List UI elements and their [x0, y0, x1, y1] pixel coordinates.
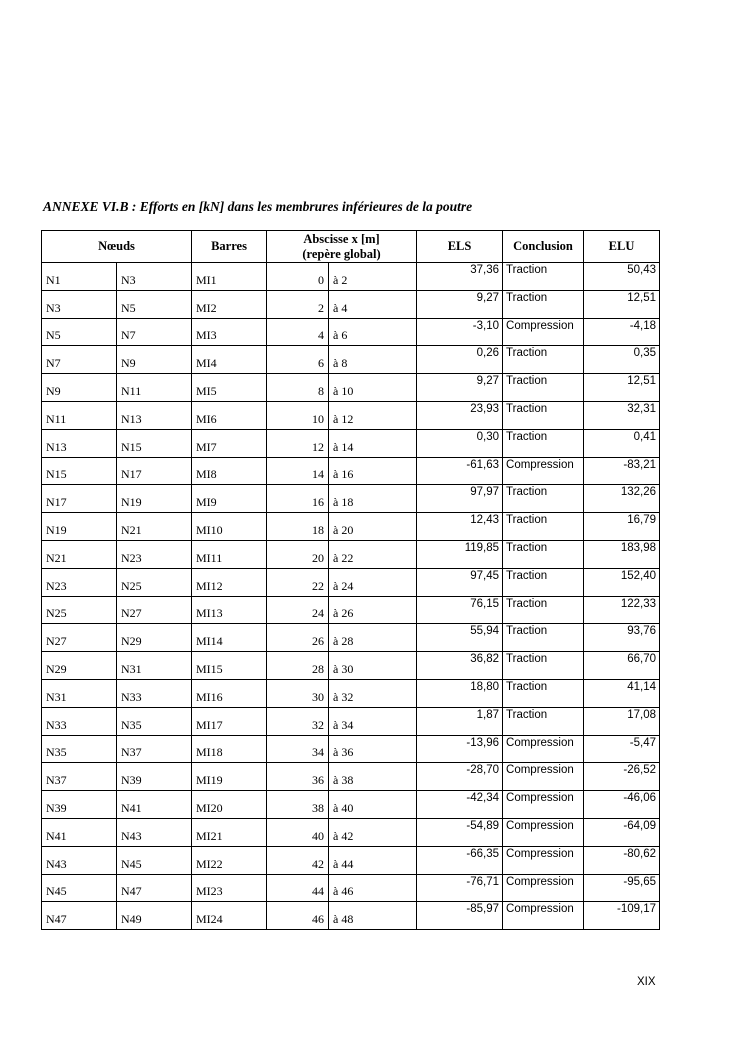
- cell-els: -54,89: [417, 818, 503, 846]
- table-row: [42, 902, 660, 930]
- cell-els: -28,70: [417, 763, 503, 791]
- cell-node-end: N5: [117, 290, 192, 318]
- cell-abscisse-end: à 30: [329, 652, 417, 680]
- cell-elu: 50,43: [584, 263, 660, 291]
- table-row: [42, 846, 660, 874]
- cell-els: 18,80: [417, 679, 503, 707]
- table-row: [42, 485, 660, 513]
- cell-conclusion: Compression: [503, 818, 584, 846]
- cell-node-end: N25: [117, 568, 192, 596]
- cell-abscisse-end: à 44: [329, 846, 417, 874]
- cell-conclusion: Traction: [503, 401, 584, 429]
- cell-abscisse-start: 22: [267, 568, 329, 596]
- cell-node-start: N25: [42, 596, 117, 624]
- cell-elu: 0,35: [584, 346, 660, 374]
- cell-elu: -46,06: [584, 791, 660, 819]
- cell-node-start: N3: [42, 290, 117, 318]
- table-body: [42, 263, 660, 930]
- cell-abscisse-end: à 22: [329, 540, 417, 568]
- cell-conclusion: Traction: [503, 429, 584, 457]
- cell-conclusion: Traction: [503, 485, 584, 513]
- table-row: [42, 596, 660, 624]
- cell-elu: -4,18: [584, 318, 660, 346]
- cell-barre: MI23: [192, 874, 267, 902]
- cell-node-start: N37: [42, 763, 117, 791]
- cell-barre: MI7: [192, 429, 267, 457]
- table-row: [42, 429, 660, 457]
- cell-abscisse-end: à 48: [329, 902, 417, 930]
- cell-elu: -109,17: [584, 902, 660, 930]
- cell-conclusion: Compression: [503, 318, 584, 346]
- cell-els: -42,34: [417, 791, 503, 819]
- cell-node-end: N11: [117, 374, 192, 402]
- cell-conclusion: Traction: [503, 374, 584, 402]
- cell-node-end: N3: [117, 263, 192, 291]
- cell-conclusion: Traction: [503, 707, 584, 735]
- cell-barre: MI3: [192, 318, 267, 346]
- cell-node-end: N43: [117, 818, 192, 846]
- table-row: [42, 263, 660, 291]
- cell-node-start: N19: [42, 513, 117, 541]
- table-row: [42, 401, 660, 429]
- cell-elu: 183,98: [584, 540, 660, 568]
- table-row: [42, 318, 660, 346]
- page-number: XIX: [637, 976, 656, 988]
- cell-els: 9,27: [417, 374, 503, 402]
- cell-barre: MI17: [192, 707, 267, 735]
- cell-barre: MI20: [192, 791, 267, 819]
- cell-node-end: N17: [117, 457, 192, 485]
- cell-abscisse-end: à 38: [329, 763, 417, 791]
- table-header-row: [42, 231, 660, 263]
- cell-abscisse-start: 20: [267, 540, 329, 568]
- header-barres: Barres: [192, 231, 267, 263]
- cell-conclusion: Compression: [503, 902, 584, 930]
- cell-node-end: N15: [117, 429, 192, 457]
- cell-node-start: N23: [42, 568, 117, 596]
- cell-node-start: N41: [42, 818, 117, 846]
- cell-node-start: N5: [42, 318, 117, 346]
- table-row: [42, 735, 660, 763]
- cell-node-end: N33: [117, 679, 192, 707]
- cell-node-end: N35: [117, 707, 192, 735]
- cell-abscisse-start: 12: [267, 429, 329, 457]
- cell-elu: 66,70: [584, 652, 660, 680]
- table-row: [42, 374, 660, 402]
- cell-abscisse-end: à 24: [329, 568, 417, 596]
- cell-abscisse-end: à 40: [329, 791, 417, 819]
- cell-node-start: N33: [42, 707, 117, 735]
- cell-abscisse-end: à 6: [329, 318, 417, 346]
- cell-conclusion: Traction: [503, 263, 584, 291]
- cell-node-start: N13: [42, 429, 117, 457]
- cell-node-end: N47: [117, 874, 192, 902]
- table-row: [42, 624, 660, 652]
- cell-elu: 12,51: [584, 290, 660, 318]
- cell-conclusion: Compression: [503, 735, 584, 763]
- cell-els: 97,97: [417, 485, 503, 513]
- cell-abscisse-start: 8: [267, 374, 329, 402]
- cell-elu: 12,51: [584, 374, 660, 402]
- cell-els: -13,96: [417, 735, 503, 763]
- cell-abscisse-end: à 4: [329, 290, 417, 318]
- cell-abscisse-end: à 10: [329, 374, 417, 402]
- cell-conclusion: Compression: [503, 874, 584, 902]
- header-abscisse-line1: Abscisse x [m]: [303, 231, 380, 246]
- cell-els: 55,94: [417, 624, 503, 652]
- cell-node-start: N17: [42, 485, 117, 513]
- cell-abscisse-end: à 12: [329, 401, 417, 429]
- cell-abscisse-end: à 20: [329, 513, 417, 541]
- cell-node-end: N31: [117, 652, 192, 680]
- cell-abscisse-start: 18: [267, 513, 329, 541]
- cell-barre: MI9: [192, 485, 267, 513]
- cell-abscisse-start: 32: [267, 707, 329, 735]
- table-row: [42, 874, 660, 902]
- cell-conclusion: Compression: [503, 763, 584, 791]
- cell-barre: MI16: [192, 679, 267, 707]
- cell-conclusion: Traction: [503, 346, 584, 374]
- cell-abscisse-start: 38: [267, 791, 329, 819]
- table-row: [42, 818, 660, 846]
- cell-els: -66,35: [417, 846, 503, 874]
- cell-barre: MI14: [192, 624, 267, 652]
- cell-els: 36,82: [417, 652, 503, 680]
- cell-barre: MI4: [192, 346, 267, 374]
- cell-abscisse-start: 2: [267, 290, 329, 318]
- cell-barre: MI21: [192, 818, 267, 846]
- cell-elu: 122,33: [584, 596, 660, 624]
- cell-abscisse-end: à 46: [329, 874, 417, 902]
- header-abscisse: [267, 231, 417, 263]
- cell-elu: -95,65: [584, 874, 660, 902]
- cell-elu: 32,31: [584, 401, 660, 429]
- table-row: [42, 707, 660, 735]
- header-noeuds: Nœuds: [42, 231, 192, 263]
- cell-barre: MI15: [192, 652, 267, 680]
- header-els: ELS: [417, 231, 503, 263]
- table-row: [42, 290, 660, 318]
- cell-node-end: N45: [117, 846, 192, 874]
- cell-elu: -83,21: [584, 457, 660, 485]
- cell-node-start: N35: [42, 735, 117, 763]
- cell-abscisse-start: 36: [267, 763, 329, 791]
- cell-conclusion: Traction: [503, 624, 584, 652]
- cell-conclusion: Compression: [503, 846, 584, 874]
- cell-els: 12,43: [417, 513, 503, 541]
- table-caption: ANNEXE VI.B : Efforts en [kN] dans les membrures inférieures de la poutre: [43, 199, 473, 214]
- cell-abscisse-start: 40: [267, 818, 329, 846]
- cell-els: 37,36: [417, 263, 503, 291]
- cell-abscisse-start: 10: [267, 401, 329, 429]
- cell-node-end: N23: [117, 540, 192, 568]
- cell-els: 23,93: [417, 401, 503, 429]
- table-row: [42, 513, 660, 541]
- cell-conclusion: Traction: [503, 568, 584, 596]
- cell-elu: -64,09: [584, 818, 660, 846]
- efforts-table: [41, 230, 660, 930]
- table-row: [42, 652, 660, 680]
- cell-node-start: N31: [42, 679, 117, 707]
- header-conclusion: Conclusion: [503, 231, 584, 263]
- cell-abscisse-start: 16: [267, 485, 329, 513]
- cell-els: 0,26: [417, 346, 503, 374]
- cell-abscisse-end: à 32: [329, 679, 417, 707]
- cell-conclusion: Traction: [503, 540, 584, 568]
- cell-abscisse-end: à 34: [329, 707, 417, 735]
- cell-conclusion: Traction: [503, 290, 584, 318]
- cell-elu: 132,26: [584, 485, 660, 513]
- cell-node-end: N13: [117, 401, 192, 429]
- cell-abscisse-start: 46: [267, 902, 329, 930]
- cell-node-end: N21: [117, 513, 192, 541]
- cell-barre: MI2: [192, 290, 267, 318]
- cell-abscisse-end: à 36: [329, 735, 417, 763]
- cell-els: -3,10: [417, 318, 503, 346]
- cell-node-start: N7: [42, 346, 117, 374]
- cell-elu: 0,41: [584, 429, 660, 457]
- cell-node-end: N7: [117, 318, 192, 346]
- cell-abscisse-end: à 8: [329, 346, 417, 374]
- cell-node-end: N27: [117, 596, 192, 624]
- cell-elu: -80,62: [584, 846, 660, 874]
- cell-barre: MI8: [192, 457, 267, 485]
- cell-node-end: N39: [117, 763, 192, 791]
- cell-abscisse-start: 0: [267, 263, 329, 291]
- cell-els: 119,85: [417, 540, 503, 568]
- cell-els: -85,97: [417, 902, 503, 930]
- cell-node-start: N1: [42, 263, 117, 291]
- header-elu: ELU: [584, 231, 660, 263]
- cell-abscisse-start: 30: [267, 679, 329, 707]
- cell-barre: MI1: [192, 263, 267, 291]
- cell-conclusion: Compression: [503, 457, 584, 485]
- table-row: [42, 457, 660, 485]
- cell-conclusion: Traction: [503, 513, 584, 541]
- cell-els: -76,71: [417, 874, 503, 902]
- table-row: [42, 791, 660, 819]
- cell-conclusion: Traction: [503, 679, 584, 707]
- cell-els: 0,30: [417, 429, 503, 457]
- cell-barre: MI10: [192, 513, 267, 541]
- cell-abscisse-start: 28: [267, 652, 329, 680]
- cell-abscisse-start: 24: [267, 596, 329, 624]
- cell-node-start: N15: [42, 457, 117, 485]
- cell-conclusion: Traction: [503, 596, 584, 624]
- cell-elu: 152,40: [584, 568, 660, 596]
- cell-barre: MI22: [192, 846, 267, 874]
- cell-barre: MI6: [192, 401, 267, 429]
- cell-els: 9,27: [417, 290, 503, 318]
- cell-barre: MI5: [192, 374, 267, 402]
- cell-conclusion: Compression: [503, 791, 584, 819]
- cell-elu: -26,52: [584, 763, 660, 791]
- cell-barre: MI12: [192, 568, 267, 596]
- cell-abscisse-start: 6: [267, 346, 329, 374]
- cell-abscisse-start: 14: [267, 457, 329, 485]
- table-row: [42, 346, 660, 374]
- cell-node-start: N47: [42, 902, 117, 930]
- cell-elu: 17,08: [584, 707, 660, 735]
- cell-abscisse-end: à 42: [329, 818, 417, 846]
- cell-node-end: N49: [117, 902, 192, 930]
- cell-barre: MI11: [192, 540, 267, 568]
- cell-els: 76,15: [417, 596, 503, 624]
- cell-elu: 93,76: [584, 624, 660, 652]
- table-row: [42, 763, 660, 791]
- cell-barre: MI13: [192, 596, 267, 624]
- cell-node-start: N43: [42, 846, 117, 874]
- cell-conclusion: Traction: [503, 652, 584, 680]
- cell-abscisse-end: à 26: [329, 596, 417, 624]
- cell-node-start: N27: [42, 624, 117, 652]
- table-row: [42, 540, 660, 568]
- cell-elu: -5,47: [584, 735, 660, 763]
- header-abscisse-line2: (repère global): [302, 246, 381, 261]
- cell-barre: MI24: [192, 902, 267, 930]
- cell-abscisse-end: à 2: [329, 263, 417, 291]
- cell-node-end: N9: [117, 346, 192, 374]
- cell-els: 97,45: [417, 568, 503, 596]
- cell-abscisse-start: 42: [267, 846, 329, 874]
- table-row: [42, 679, 660, 707]
- cell-node-start: N39: [42, 791, 117, 819]
- cell-node-end: N29: [117, 624, 192, 652]
- table-row: [42, 568, 660, 596]
- cell-node-start: N29: [42, 652, 117, 680]
- cell-els: -61,63: [417, 457, 503, 485]
- cell-abscisse-end: à 16: [329, 457, 417, 485]
- cell-node-start: N9: [42, 374, 117, 402]
- cell-node-end: N37: [117, 735, 192, 763]
- cell-abscisse-start: 44: [267, 874, 329, 902]
- cell-barre: MI19: [192, 763, 267, 791]
- cell-abscisse-start: 34: [267, 735, 329, 763]
- cell-node-start: N11: [42, 401, 117, 429]
- cell-node-end: N19: [117, 485, 192, 513]
- cell-abscisse-start: 26: [267, 624, 329, 652]
- cell-node-end: N41: [117, 791, 192, 819]
- cell-abscisse-start: 4: [267, 318, 329, 346]
- cell-node-start: N21: [42, 540, 117, 568]
- cell-abscisse-end: à 14: [329, 429, 417, 457]
- cell-elu: 16,79: [584, 513, 660, 541]
- cell-elu: 41,14: [584, 679, 660, 707]
- cell-node-start: N45: [42, 874, 117, 902]
- cell-abscisse-end: à 28: [329, 624, 417, 652]
- cell-barre: MI18: [192, 735, 267, 763]
- cell-els: 1,87: [417, 707, 503, 735]
- cell-abscisse-end: à 18: [329, 485, 417, 513]
